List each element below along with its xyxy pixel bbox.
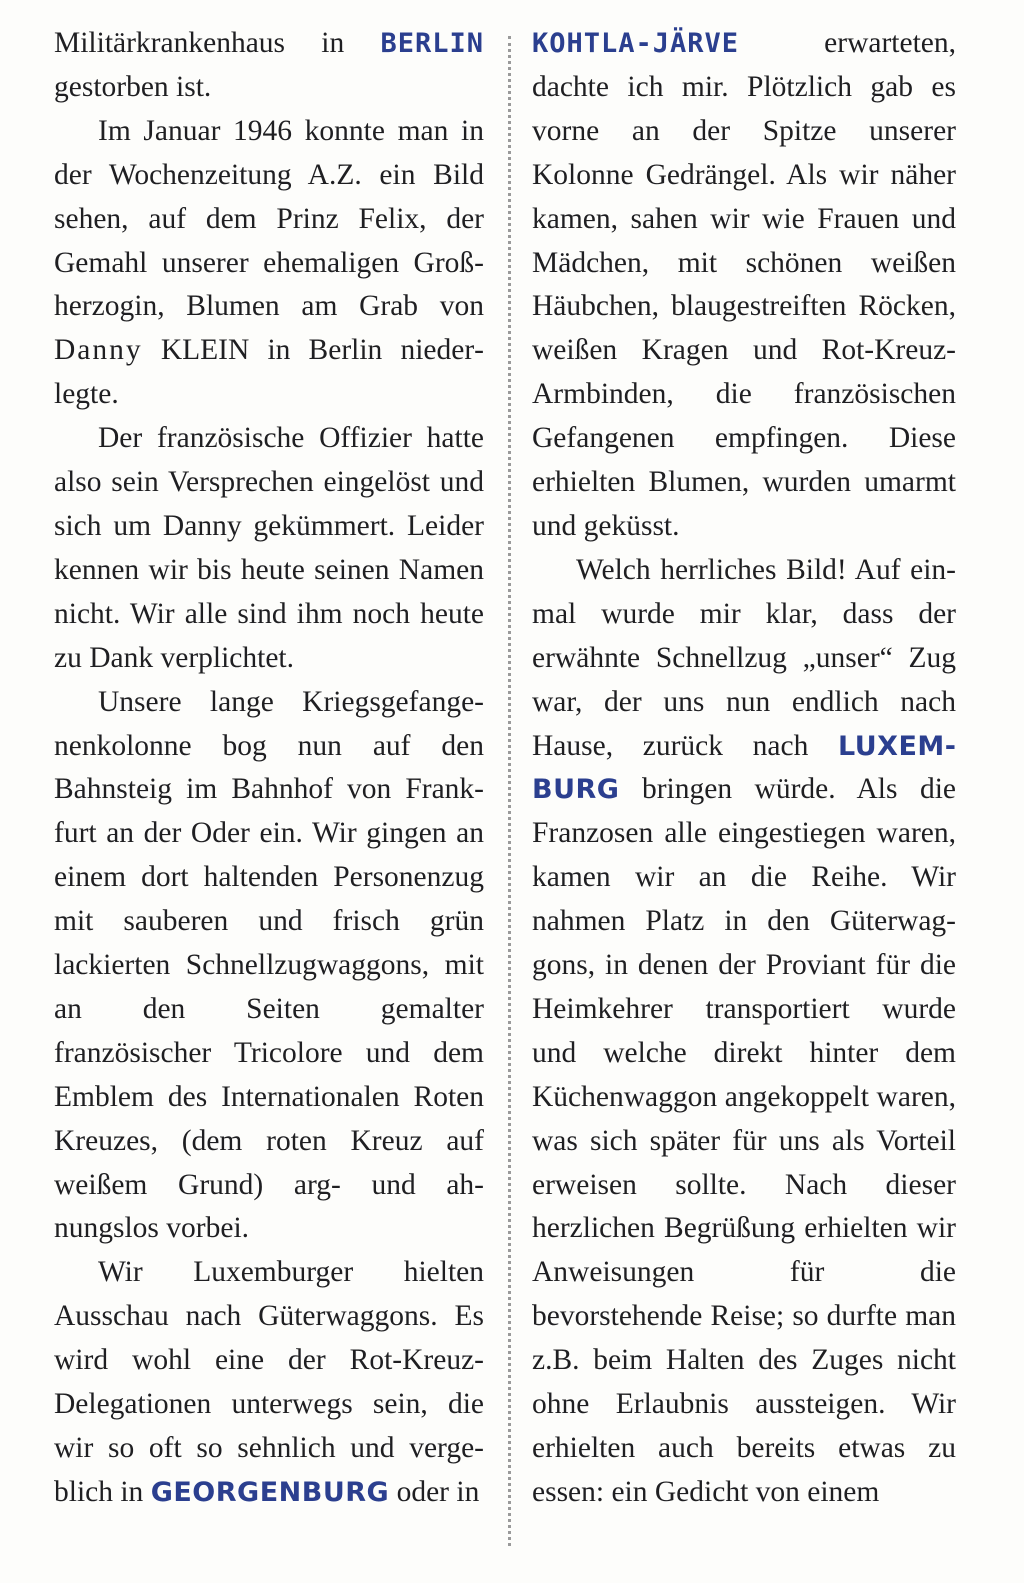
paragraph <box>54 110 484 417</box>
text-run: Der französische Offizier hatte also sein Versprechen eingelöst und sich um Danny gekümmert. Leider kennen wir bis heute seinen Namen nicht. Wir alle sind ihm noch heute zu Dank verplichtet. <box>54 422 484 674</box>
text-run: Welch herrliches Bild! Auf einmal wurde mir klar, dass der erwähnte Schnellzug „unser“ Zug war, der uns nun endlich nach Hause, zurück nach <box>532 553 956 762</box>
paragraph <box>54 1251 484 1514</box>
text-run: gestorben ist. <box>54 70 212 103</box>
place-name: LUXEMBURG <box>532 730 956 806</box>
paragraph <box>532 22 956 549</box>
text-run: Wir Luxemburger hielten Ausschau nach Güterwaggons. Es wird wohl eine der Rot-Kreuz-Delegationen unterwegs sein, die wir so oft so sehnlich und vergeblich in <box>54 1256 484 1508</box>
column-divider <box>508 36 511 1546</box>
paragraph <box>54 681 484 1252</box>
person-name: Danny <box>54 334 143 367</box>
paragraph <box>54 417 484 680</box>
place-name: KOHTLA-JÄRVE <box>532 28 740 59</box>
text-run: KLEIN in Berlin niederlegte. <box>54 334 484 411</box>
place-name: GEORGENBURG <box>150 1476 390 1508</box>
place-name: BERLIN <box>380 28 484 59</box>
text-run: Militärkrankenhaus in <box>54 27 381 59</box>
text-run: erwarteten, dachte ich mir. Plötzlich gab es vorne an der Spitze unserer Kolonne Gedrängel. Als wir näher kamen, sahen wir wie Frauen und Mädchen, mit schönen weißen Häubchen, blaugestreiften Röcken, weißen Kragen und Rot-Kreuz-Armbinden, die französischen Gefangenen empfingen. Diese erhielten Blumen, wurden umarmt und geküsst. <box>532 27 956 542</box>
text-run: Unsere lange Kriegsgefangenenkolonne bog nun auf den Bahnsteig im Bahnhof von Frankfurt an der Oder ein. Wir gingen an einem dort haltenden Personenzug mit sauberen und frisch grün lackierten Schnellzugwaggons, mit an den Seiten gemalter französischer Tricolore und dem Emblem des Internationalen Roten Kreuzes, (dem roten Kreuz auf weißem Grund) arg- und ahnungslos vorbei. <box>54 685 484 1245</box>
text-run: bringen würde. Als die Franzosen alle eingestiegen waren, kamen wir an die Reihe. Wir nahmen Platz in den Güterwaggons, in denen der Proviant für die Heimkehrer transportiert wurde und welche direkt hinter dem Küchenwaggon angekoppelt waren, was sich später für uns als Vorteil erweisen sollte. Nach dieser herzlichen Begrüßung erhielten wir Anweisungen für die bevorstehende Reise; so durfte man z.B. beim Halten des Zuges nicht ohne Erlaubnis aussteigen. Wir erhielten auch bereits etwas zu essen: ein Gedicht von einem <box>532 773 956 1508</box>
paragraph <box>532 549 956 1515</box>
text-run: oder in <box>389 1475 480 1508</box>
paragraph <box>54 22 484 110</box>
left-text-column <box>54 22 484 1515</box>
text-run: Im Januar 1946 konnte man in der Wochenzeitung A.Z. ein Bild sehen, auf dem Prinz Felix, der Gemahl unserer ehemaligen Großherzogin, Blumen am Grab von <box>54 114 484 323</box>
right-text-column <box>532 22 956 1515</box>
